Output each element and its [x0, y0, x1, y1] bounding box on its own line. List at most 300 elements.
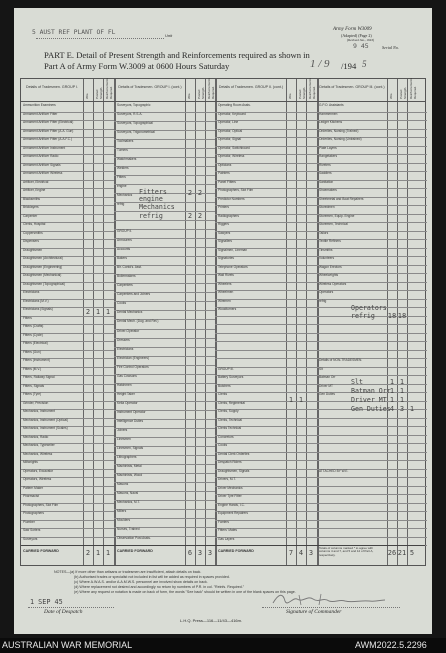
row-label: Operators, Wireless: [23, 477, 52, 481]
row-label: Carpenter: [23, 213, 38, 218]
row-label: Dental Mech. (Dug. and Ret.): [117, 319, 159, 324]
despatch-line: [28, 607, 114, 608]
header-group1: Details of Tradesmen. GROUP I.: [25, 85, 79, 89]
row-rule: [114, 256, 215, 257]
row-label: Mechanics, Instrument (Scales): [23, 426, 68, 430]
row-rule: [317, 180, 427, 181]
row-label: Fitters (Cycle): [23, 332, 43, 337]
row-label: Operating Room Assts.: [218, 103, 251, 107]
cell-c4-refrig-posted: 18: [397, 312, 407, 320]
carried-forward-label: CARRIED FORWARD: [117, 549, 153, 553]
row-label: Electricians: [117, 346, 134, 351]
row-label: Grinder, Precision: [23, 400, 49, 405]
row-label: Turners: [117, 148, 128, 153]
row-label: Millwrights: [23, 460, 38, 464]
caption-left: AUSTRALIAN WAR MEMORIAL: [2, 640, 133, 650]
row-label: Dispensers: [23, 239, 39, 243]
header-we: W.E.: [389, 92, 393, 99]
row-rule: [215, 392, 317, 393]
row-label: Tailors: [319, 230, 329, 235]
row-rule: [317, 435, 427, 436]
row-label: Fitters: [117, 175, 126, 180]
row-rule: [215, 350, 317, 351]
row-label: Driver Mechanics: [218, 485, 243, 490]
row-label: Operator, Keyboard: [218, 111, 246, 116]
typed-driver: Driver MT: [351, 396, 387, 404]
row-label: Plumber: [23, 519, 35, 524]
cell-clerks-posted: 1: [298, 396, 304, 404]
totals-note: Totals of columns marked * to agree with columns 4 and 7, and 5 and 12 of Part A, respectively.: [319, 546, 374, 557]
cf1-posted: 1: [95, 549, 101, 557]
row-label: Driver-Operator: [117, 328, 140, 333]
row-label: Operator, Line: [218, 120, 239, 124]
row-label: Sanitation: [319, 179, 334, 184]
row-label: Butchers: [218, 383, 231, 388]
row-label: Mechanics, Instrument: [23, 409, 56, 413]
row-label: Millers: [117, 508, 127, 513]
header-posted: Posted Strength.: [95, 86, 103, 99]
cell-fitters-posted: 2: [197, 189, 203, 197]
row-label: Joiners: [117, 427, 128, 432]
row-rule: [114, 175, 215, 176]
row-rule: [317, 494, 427, 495]
row-label: Draughtsmen: [23, 247, 43, 252]
row-label: Ammunition Examiners: [23, 103, 56, 107]
row-label: Armourers: [117, 238, 132, 243]
cell-driver-posted: 1: [399, 396, 405, 404]
typed-operators: Operators: [351, 304, 387, 312]
cf2-posted: 3: [197, 549, 203, 557]
row-label: Plate Layers: [319, 145, 337, 150]
row-label: Armament Artificer Instrument: [23, 145, 66, 150]
row-label: Fitters (Gun): [23, 349, 41, 354]
cell-fitters-we: 2: [187, 189, 193, 197]
row-label: Clerks, Regimental: [218, 400, 245, 405]
row-rule: [317, 503, 427, 504]
row-rule: [215, 333, 317, 334]
form-page: [14, 8, 432, 634]
row-label: Printers: [218, 205, 229, 209]
row-rule: [317, 163, 427, 164]
row-label: Coppersmiths: [23, 230, 43, 235]
header-we: W.E.: [85, 92, 89, 99]
row-rule: [215, 324, 317, 325]
row-label: Radiographers: [218, 213, 239, 218]
row-label: Height Taker: [117, 391, 135, 396]
caption-right: AWM2022.5.2296: [355, 640, 427, 650]
serial-typed: 9 45: [353, 42, 369, 50]
cf1-we: 2: [85, 549, 91, 557]
row-rule: [317, 528, 427, 529]
row-label: Painters: [218, 171, 230, 175]
row-label: Armament Artificer Wireless: [23, 171, 63, 175]
header-reinf: Reinforcements Required.: [105, 77, 113, 99]
row-label: Cooks: [218, 443, 228, 447]
row-label: Operator, Signal: [218, 137, 242, 141]
cell-slt-posted: 1: [399, 378, 405, 386]
row-label: Driver MT: [319, 383, 333, 388]
row-label: Fitters (Tyre): [23, 392, 42, 396]
row-label: Battery Surveyors: [218, 375, 244, 379]
row-rule: [317, 171, 427, 172]
row-label: Engine Hands, I.C.: [218, 502, 245, 507]
serial-label: Serial No.: [382, 45, 399, 50]
row-label: Bakers: [117, 256, 127, 261]
cell-elec-we: 2: [85, 308, 91, 316]
row-label: Wheelwrights: [319, 273, 339, 277]
cell-refrig-we: 2: [187, 212, 193, 220]
cf3-we: 7: [288, 549, 294, 557]
row-label: Armament Artificer Fitter (A.A.F.C.): [23, 137, 73, 141]
row-label: Photographers, Slot Film: [218, 188, 254, 192]
signature-label: Signature of Commander: [286, 609, 342, 615]
row-label: Armament Artificer Radio: [23, 154, 59, 158]
row-label: Fitters (M.V.): [23, 366, 42, 371]
typed-batman: Batman Orr: [351, 387, 391, 395]
row-label: Draughtsmen (Topographical): [23, 281, 65, 286]
row-label: Mechanics, Typewriter: [23, 443, 55, 447]
row-label: Hammermen: [319, 111, 338, 116]
row-label: Clerks, Technical: [218, 417, 243, 422]
row-label: Watchmakers: [117, 157, 137, 162]
cf1-reinf: 1: [105, 549, 111, 557]
cell-gen-posted: 3: [399, 405, 405, 413]
header-reinf: Reinforcements Required.: [409, 77, 417, 99]
header-we: W.E.: [288, 92, 292, 99]
row-label: Armament Artificer Fitter (A.A. Gun): [23, 128, 74, 133]
carried-forward-label: CARRIED FORWARD: [218, 549, 254, 553]
cell-batman-we: 1: [389, 387, 395, 395]
row-rule: [215, 171, 317, 172]
row-label: Hatchmen: [117, 382, 132, 387]
cell-elec-posted: 1: [95, 308, 101, 316]
row-rule: [215, 231, 317, 232]
row-label: Panel Fitters: [218, 179, 236, 184]
row-label: Toolmakers: [117, 139, 134, 144]
cell-gen-we: 4: [389, 405, 395, 413]
row-label: Fitters (Crafts): [23, 324, 44, 328]
signature-line: [262, 607, 400, 608]
row-label: Carpenters and Joiners: [117, 292, 151, 297]
unit-line: [36, 38, 164, 39]
row-label: Surveyors, Topographic: [117, 103, 151, 107]
row-label: Machinists, Metal: [117, 463, 142, 468]
row-label: Operators: [319, 290, 334, 294]
row-label: Clerks Technical: [218, 426, 242, 430]
row-label: Draughtsmen (Architectural): [23, 256, 63, 260]
row-label: Wheelmen: [218, 290, 234, 294]
row-label: Volunteers: [319, 256, 335, 260]
row-rule: [114, 148, 215, 149]
row-label: refrig: [319, 298, 327, 303]
row-label: Electricians: [23, 290, 40, 294]
cf3-posted: 4: [298, 549, 304, 557]
cell-elec-reinf: 1: [105, 308, 111, 316]
total-reinf: 5: [409, 549, 415, 557]
row-label: Riggers: [218, 222, 229, 226]
row-label: Surveyors: [23, 536, 38, 541]
row-label: Mechanics, Wireless: [23, 451, 53, 456]
row-label: Blacksmiths: [23, 196, 41, 201]
row-label: Wagon Erectors: [319, 264, 342, 269]
row-label: Armament Artificer Fitter: [23, 111, 58, 116]
row-rule: [215, 222, 317, 223]
row-label: Textile Refiners: [319, 239, 341, 243]
row-rule: [317, 248, 427, 249]
row-label: Despatch Riders: [218, 460, 242, 464]
cell-c4-refrig-we: 18: [387, 312, 397, 320]
row-rule: [317, 477, 427, 478]
row-label: Fitters (Electrical): [23, 341, 48, 345]
row-label: G.P.O. Assistants: [319, 103, 344, 107]
row-label: Fitters: [23, 315, 32, 320]
row-rule: [215, 520, 317, 521]
row-label: engine: [117, 184, 127, 189]
row-label: Accounts: [117, 247, 131, 252]
row-label: Storedmen: [319, 205, 335, 209]
row-label: Riveters: [319, 162, 331, 167]
header-posted: Posted Strength.: [298, 86, 306, 99]
row-label: Photographers: [23, 511, 44, 515]
row-rule: [114, 509, 215, 510]
row-label: Gen Duties: [319, 392, 335, 396]
row-label: Intelligence Duties: [117, 418, 144, 423]
row-label: Fitters, Railway Signal: [23, 375, 55, 379]
row-label: Concretors: [218, 434, 234, 439]
row-label: Armament Artificer Signals: [23, 162, 61, 167]
row-label: Moulders: [117, 517, 131, 522]
cf2-we: 6: [187, 549, 193, 557]
header-group1-cont: Details of Tradesmen. GROUP I. (cont.): [118, 85, 182, 89]
unit-typed: 5 AUST REF PLANT OF FL: [32, 29, 116, 36]
typed-mechanics: Mechanics: [139, 203, 175, 211]
row-rule: [317, 460, 427, 461]
row-label: Dental Clerk Orderlies: [218, 451, 250, 456]
typed-engine: engine: [139, 195, 163, 203]
row-label: Storemen, Equip. Engine: [319, 213, 355, 218]
row-label: Linesmen: [117, 436, 131, 441]
row-rule: [317, 350, 427, 351]
row-label: Signatories: [218, 256, 234, 260]
total-posted: 21: [397, 549, 407, 557]
row-label: Ledger Kitchens: [319, 120, 343, 124]
row-rule: [317, 299, 427, 300]
row-label: Sawyers: [218, 230, 231, 235]
cell-clerks-we: 1: [288, 396, 294, 404]
row-rule: [215, 316, 317, 317]
row-rule: [317, 443, 427, 444]
row-label: Fire Control Operators: [117, 364, 149, 369]
cell-driver-we: 1: [389, 396, 395, 404]
typed-refrig-4: refrig: [351, 312, 375, 320]
row-label: Cooks: [117, 301, 127, 306]
title-line-2: Part A of Army Form W.3009 at 0600 Hours Saturday: [44, 61, 230, 71]
printer-line: L.H.Q. Press—116—11/43—416m.: [180, 618, 243, 623]
row-label: Operator, Optical: [218, 128, 243, 133]
strength-table: [20, 78, 426, 566]
row-label: Orderlies, Nursing (Trained): [319, 128, 359, 133]
row-label: Slt: [319, 366, 323, 371]
row-label: ATTACHED BY W.E.: [319, 468, 349, 473]
row-label: Clerks: [218, 392, 228, 396]
row-label: Drivers, M.T.: [218, 477, 236, 481]
note-c: (c) Where A.W.A.S. and/or A.A.M.W.S. personnel are involved show details on back.: [74, 580, 208, 584]
row-label: Electrician (Engineers): [117, 355, 150, 360]
row-label: Draughtsmen, Signals: [218, 468, 250, 473]
cell-slt-we: 1: [389, 378, 395, 386]
row-label: Driver Tyre Fitter: [218, 494, 242, 498]
row-label: Surveyors, Topographical: [117, 121, 153, 126]
row-rule: [317, 290, 427, 291]
row-label: Fitters, Signals: [23, 383, 45, 388]
row-label: Wheelers: [218, 281, 232, 286]
row-rule: [114, 184, 215, 185]
row-label: Mechanics: [117, 193, 133, 198]
carried-forward-label: CARRIED FORWARD: [23, 549, 59, 553]
date-written: 1 / 9: [310, 58, 330, 70]
title-line-1: PART E. Detail of Present Strength and Reinforcements required as shown in: [44, 50, 310, 60]
typed-fitters: Fitters: [139, 188, 167, 196]
row-label: Saddlers: [319, 171, 332, 175]
row-label: Nurses, Trained: [117, 526, 140, 531]
row-label: Armament Artificer Fitter (Electrical): [23, 120, 74, 124]
row-label: Equipment Repairers: [218, 511, 248, 515]
total-we: 26: [387, 549, 397, 557]
row-label: Signallers: [218, 239, 232, 243]
row-rule: [317, 511, 427, 512]
row-label: Wiremen: [218, 298, 231, 303]
row-label: Observation Post Assts.: [117, 535, 151, 540]
row-label: Welders: [117, 166, 129, 171]
row-label: Bricklayers: [23, 205, 39, 209]
row-rule: [317, 324, 427, 325]
row-label: Operator, Switchboard: [218, 145, 250, 150]
row-label: Woodturners: [218, 307, 237, 311]
row-rule: [317, 384, 427, 385]
row-rule: [114, 301, 215, 302]
row-label: Mechanics, M.T.: [117, 499, 141, 504]
despatch-label: Date of Despatch: [44, 609, 83, 615]
row-label: Pattern Maker: [23, 485, 44, 490]
row-label: Orderlies, Nursing (Untrained): [319, 137, 362, 141]
caption-bar: [0, 638, 446, 653]
row-rule: [317, 333, 427, 334]
row-label: Carpenters: [117, 283, 133, 288]
row-label: Saw Sorters: [23, 528, 41, 532]
form-number: Army Form W3009: [333, 27, 372, 32]
header-reinf: Reinforcements Required.: [308, 77, 316, 99]
row-label: Machinists, Wood: [117, 472, 143, 477]
row-label: Artificer, Engine: [23, 188, 46, 192]
row-label: Draughtsmen (Engineering): [23, 264, 63, 269]
year-digit: 5: [362, 59, 367, 69]
row-label: Instrument Operator: [117, 409, 146, 414]
row-label: Clerks, Supply: [218, 409, 239, 413]
header-posted: Posted Strength.: [197, 86, 205, 99]
row-rule: [114, 428, 215, 429]
row-rule: [317, 520, 427, 521]
row-label: Blr. Contd's. Asst.: [117, 265, 142, 270]
row-label: Gas Layers: [218, 536, 235, 541]
row-label: Shoemakers: [319, 188, 337, 192]
cf3-reinf: 3: [308, 549, 314, 557]
header-reinf: Reinforcements Required.: [207, 77, 215, 99]
header-group2-cont: Details of Tradesmen. GROUP II. (cont.): [218, 85, 284, 89]
row-label: Electricians (Signals): [23, 307, 53, 311]
row-rule: [114, 220, 215, 221]
despatch-date-typed: 1 SEP 45: [30, 598, 63, 606]
row-label: Fitters' Mates: [218, 528, 238, 532]
row-label: Masons: [117, 481, 129, 486]
row-label: Dressers: [117, 337, 130, 342]
row-label: Details of NON-TRADESMEN.: [319, 358, 363, 362]
row-label: Opticians: [218, 162, 232, 167]
row-rule: [317, 452, 427, 453]
row-rule: [317, 367, 427, 368]
row-label: Linesmen, Signals: [117, 445, 144, 450]
row-label: Mechanics, Instrument (Optical): [23, 417, 68, 422]
row-label: Signalmen, Lineman: [218, 247, 248, 252]
row-rule: [215, 358, 317, 359]
unit-label: Unit: [165, 33, 173, 38]
row-label: Dental Mechanics: [117, 310, 143, 315]
row-label: Operator, Wireless: [218, 154, 245, 158]
row-label: Predictor Numbers: [218, 196, 245, 201]
row-label: Artificer, Electrical: [23, 179, 49, 184]
row-label: Surveyors, R.S.A.: [117, 112, 143, 117]
row-label: Telephone Operators: [218, 264, 248, 269]
cf2-reinf: 3: [207, 549, 213, 557]
header-group3-cont: Details of Tradesmen. GROUP III. (cont.): [319, 85, 385, 89]
row-label: Storemen, Technical: [319, 222, 348, 226]
row-rule: [114, 482, 215, 483]
row-label: Tinsmiths: [319, 247, 333, 252]
row-label: Wireless Operators: [319, 281, 347, 286]
row-label: Electricians (M.V.): [23, 298, 49, 303]
form-revised: (Revised Jan., 1943): [347, 38, 375, 42]
row-label: Masons, Naval: [117, 490, 139, 495]
row-rule: [317, 426, 427, 427]
note-a: NOTES—(a) If more other than artisans or tradesmen are insufficient, attach details on back.: [54, 570, 202, 574]
row-label: Batman Orr: [319, 375, 336, 379]
note-d: (d) Where replacement not desired and accordingly no return by numbers of P.R. in col. "Reinfs. Required.": [74, 585, 245, 589]
row-rule: [317, 537, 427, 538]
row-label: Sheetmetal and Boat Repairers: [319, 196, 364, 201]
note-e: (e) Where any request or notation is made on back of form, the words "See back" should be written in one of the blank spaces on this page.: [74, 590, 296, 594]
row-label: Lithographers: [117, 454, 137, 459]
row-label: Clerks, Hospital: [23, 222, 46, 226]
row-rule: [215, 341, 317, 342]
row-label: Photographers, Slot Film: [23, 502, 59, 507]
row-label: refrig: [117, 202, 125, 207]
row-label: Farriers: [218, 519, 229, 524]
row-label: Draughtsmen (Mechanical): [23, 273, 62, 277]
row-rule: [317, 341, 427, 342]
row-label: Rangetakers: [319, 154, 338, 158]
row-label: GROUP II.: [117, 229, 133, 234]
row-rule: [215, 205, 317, 206]
row-label: Gas Cowsons: [117, 373, 137, 378]
cell-gen-reinf: 1: [409, 405, 415, 413]
year-label: /194: [341, 61, 357, 71]
header-posted: Posted Strength.: [399, 86, 407, 99]
row-rule: [317, 231, 427, 232]
row-label: Kella Operator: [117, 400, 138, 405]
row-label: Boilermakers: [117, 274, 136, 279]
row-label: Wall Rivets: [218, 273, 234, 277]
carried-forward-rule: [21, 545, 425, 546]
row-rule: [215, 443, 317, 444]
